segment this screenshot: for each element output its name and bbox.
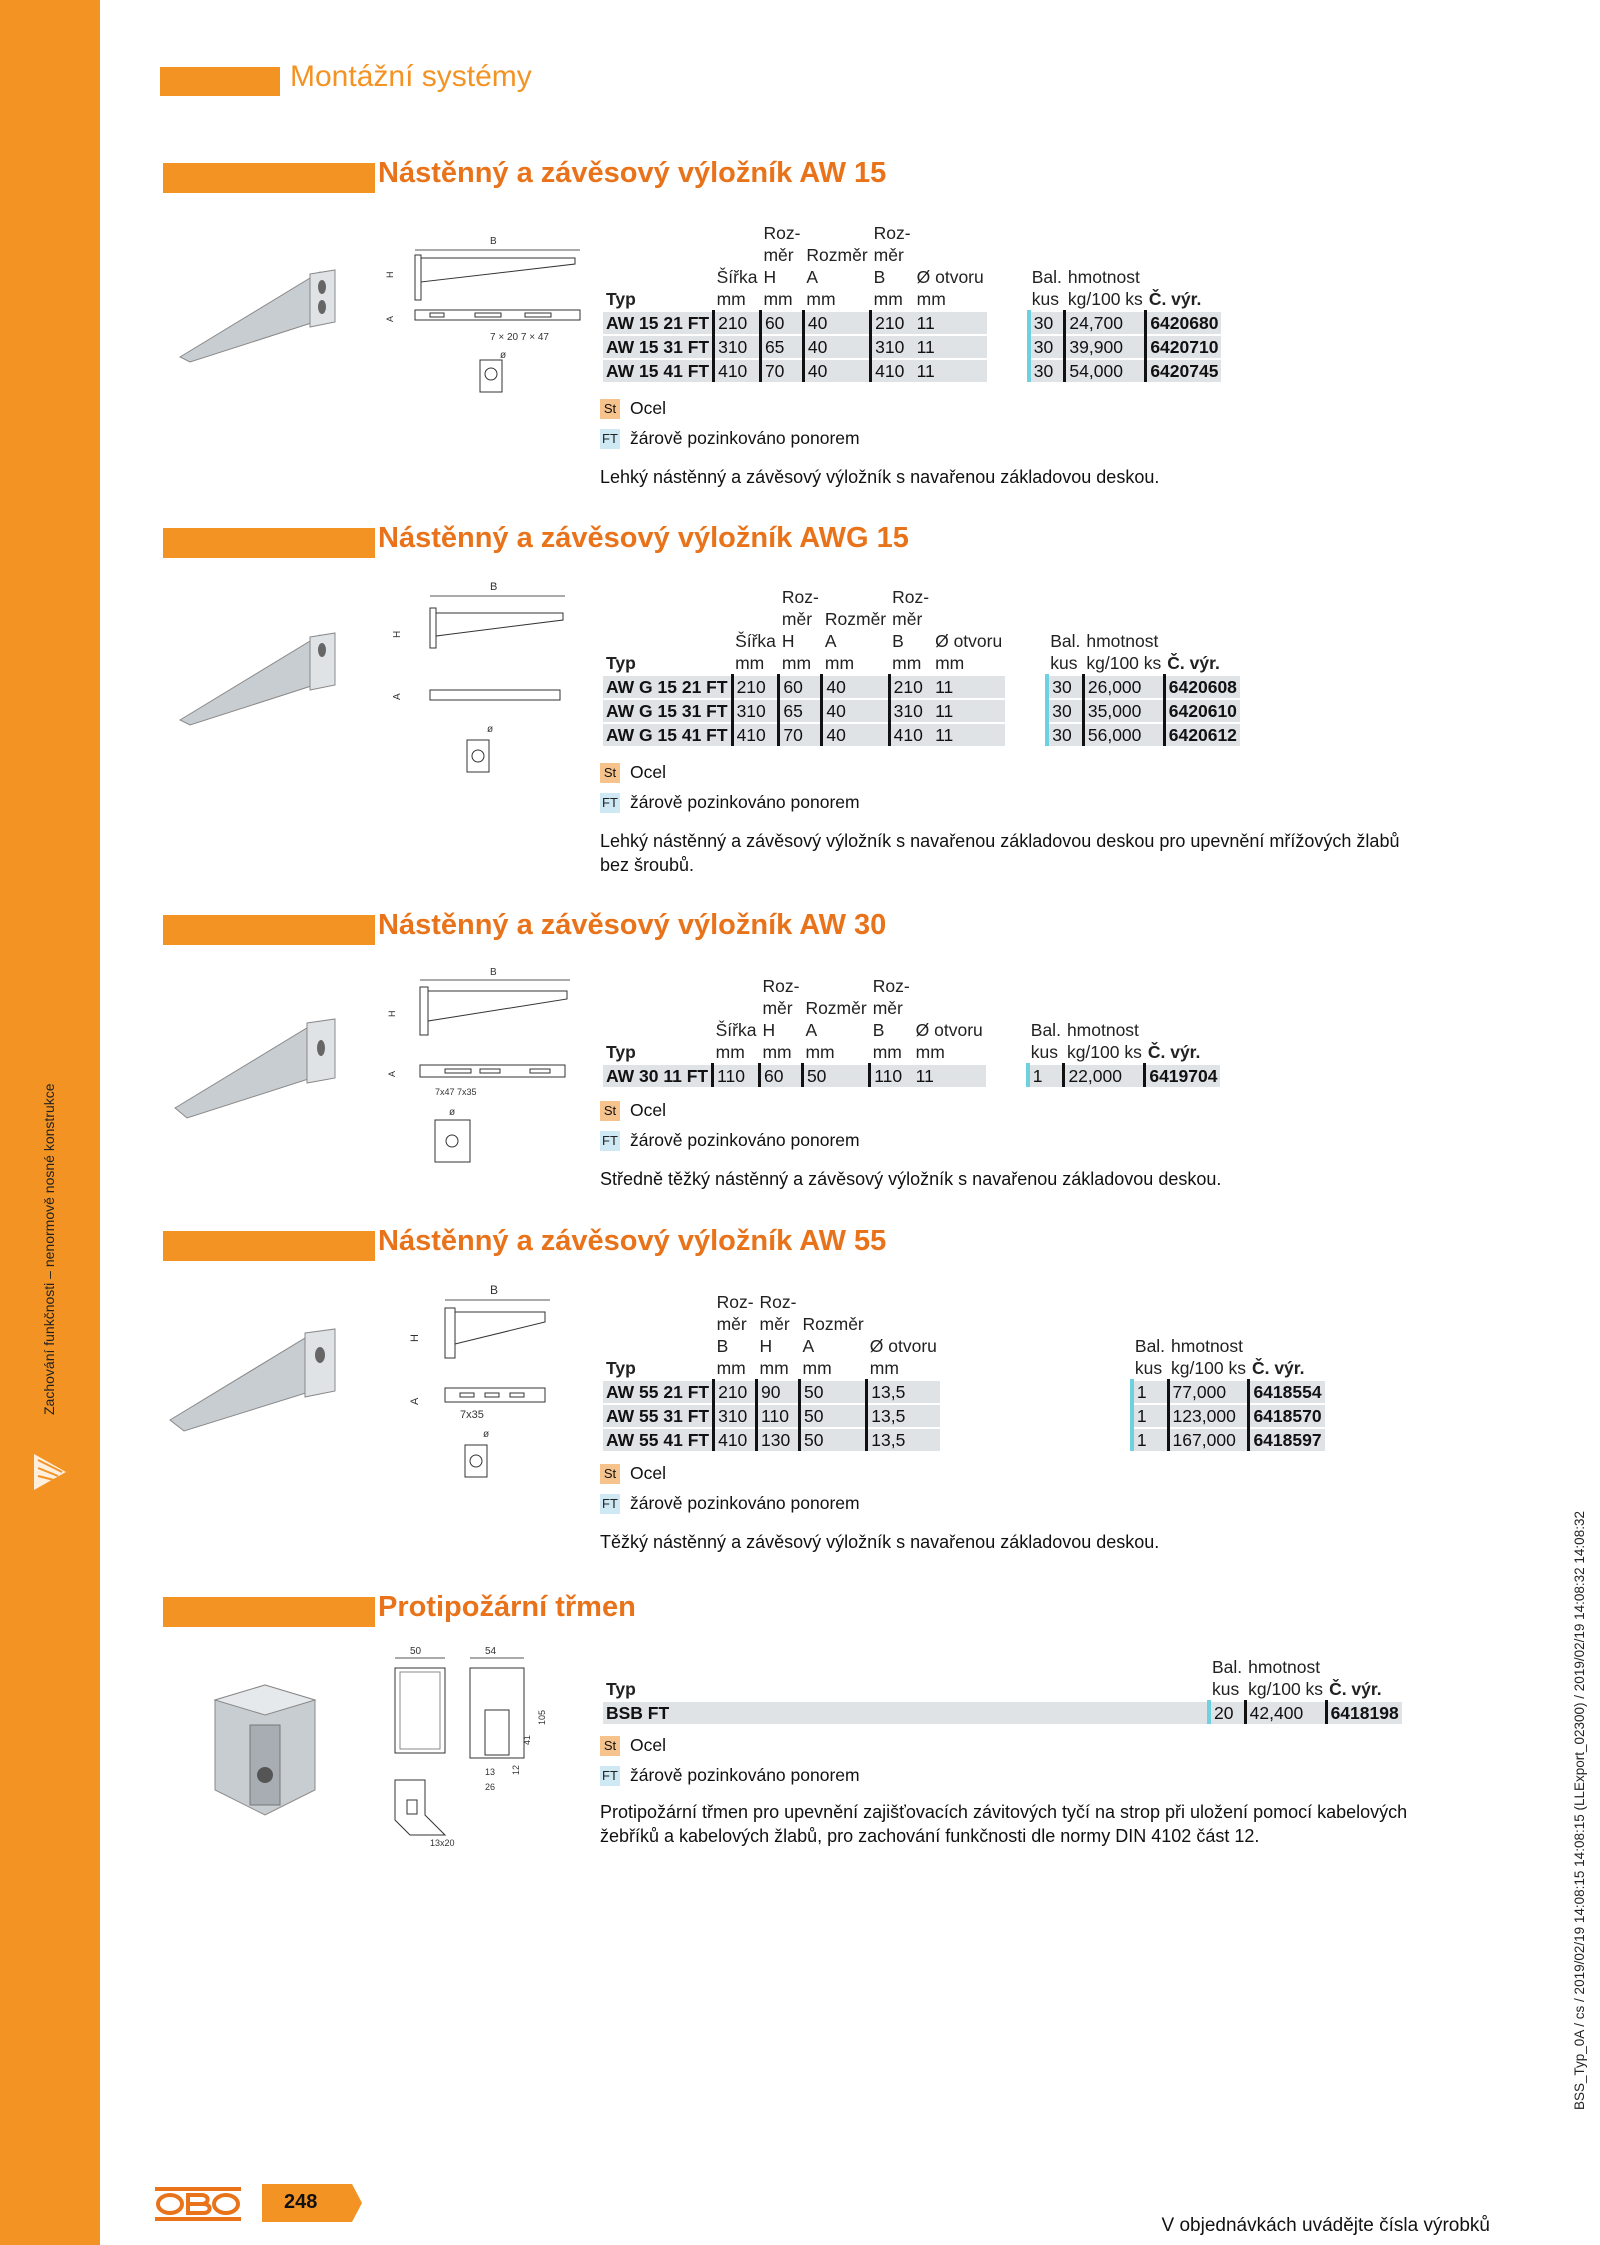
page-header-title: Montážní systémy xyxy=(290,60,532,93)
material-ft: FT žárově pozinkováno ponorem xyxy=(600,1493,860,1514)
material-st: St Ocel xyxy=(600,762,666,783)
svg-text:50: 50 xyxy=(410,1646,422,1657)
material-ft: FT žárově pozinkováno ponorem xyxy=(600,428,860,449)
table-row: AW 55 31 FT 310 110 50 13,5 1 123,000 6418570 xyxy=(603,1404,1325,1428)
section-description: Těžký nástěnný a závěsový výložník s navařenou základovou deskou. xyxy=(600,1532,1160,1552)
svg-text:A: A xyxy=(392,693,403,700)
svg-text:ø: ø xyxy=(487,724,494,735)
product-photo-awg15 xyxy=(170,625,340,735)
section-accent-tab xyxy=(163,528,375,558)
svg-text:54: 54 xyxy=(485,1646,497,1657)
table-row: AW 15 41 FT 410 70 40 410 11 30 54,000 6420745 xyxy=(603,359,1221,382)
svg-text:13: 13 xyxy=(485,1767,496,1777)
svg-text:ø: ø xyxy=(483,1429,490,1440)
table-row: AW 55 21 FT 210 90 50 13,5 1 77,000 6418554 xyxy=(603,1380,1325,1404)
material-st: St Ocel xyxy=(600,1463,666,1484)
dia-label: ø xyxy=(500,350,507,361)
technical-drawing-awg15 xyxy=(385,578,595,778)
dim-a-label: A xyxy=(385,315,395,322)
table-row: BSB FT 20 42,400 6418198 xyxy=(603,1701,1402,1724)
table-row: AW 55 41 FT 410 130 50 13,5 1 167,000 6418597 xyxy=(603,1428,1325,1451)
svg-text:12: 12 xyxy=(511,1764,521,1775)
svg-text:7x35: 7x35 xyxy=(460,1409,484,1421)
product-table-aw30: Roz- Roz- měr Rozměr měr Šířka H A B Ø otvoru Bal. hmotnost Typ mm mm mm mm mm kus kg/100 ks Č. výr. AW 30 11 FT 110 60 50 110 11 1 22,000 6419704 xyxy=(603,975,1220,1087)
svg-text:7x47 7x35: 7x47 7x35 xyxy=(435,1087,477,1097)
technical-drawing-bsb xyxy=(385,1640,575,1860)
table-row: AW G 15 41 FT 410 70 40 410 11 30 56,000 6420612 xyxy=(603,723,1240,746)
header-accent-tab xyxy=(160,67,280,96)
product-table-awg15: Roz- Roz- měr Rozměr měr Šířka H A B Ø otvoru Bal. hmotnost Typ mm mm mm mm mm kus kg/100 ks Č. výr. AW G 15 21 FT 210 60 40 210 11 30 26,000 6420608 AW G 15 31 FT 310 65 40 310 11 30 35,000 6420610 AW G 15 41 FT 410 70 40 410 11 30 56,000 6420612 xyxy=(603,586,1240,746)
product-photo-bsb xyxy=(205,1680,325,1820)
section-title: Nástěnný a závěsový výložník AW 15 xyxy=(378,157,887,189)
technical-drawing-aw15 xyxy=(385,230,595,405)
svg-text:26: 26 xyxy=(485,1782,496,1792)
material-st: St Ocel xyxy=(600,398,666,419)
svg-text:13x20: 13x20 xyxy=(430,1838,455,1848)
product-table-aw55: Roz- Roz- měr měr Rozměr B H A Ø otvoru Bal. hmotnost Typ mm mm mm mm kus kg/100 ks Č. výr. AW 55 21 FT 210 90 50 13,5 1 77,000 6418554 AW 55 31 FT 310 110 50 13,5 1 123,000 6418570 AW 55 41 FT 410 130 50 13,5 1 167,000 6418597 xyxy=(603,1291,1325,1451)
svg-text:ø: ø xyxy=(449,1107,456,1118)
product-table-aw15: Roz- Roz- měr Rozměr měr Šířka H A B Ø otvoru Bal. hmotnost Typ mm mm mm mm mm kus kg/100 ks Č. výr. AW 15 21 FT 210 60 40 210 11 30 24,700 6420680 AW 15 31 FT 310 65 40 310 11 30 39,900 6420710 AW 15 41 FT 410 70 40 410 11 30 54,000 6420745 xyxy=(603,222,1221,382)
svg-text:B: B xyxy=(490,581,498,593)
dim-b-label: B xyxy=(490,236,497,247)
svg-text:41: 41 xyxy=(522,1734,532,1745)
svg-text:H: H xyxy=(409,1334,421,1342)
svg-text:B: B xyxy=(490,967,497,978)
section-title: Nástěnný a závěsový výložník AW 55 xyxy=(378,1225,887,1257)
table-row: AW G 15 21 FT 210 60 40 210 11 30 26,000 6420608 xyxy=(603,675,1240,699)
sidebar-vertical-text: Zachování funkčnosti – nenormově nosné konstrukce xyxy=(41,1083,57,1415)
table-row: AW 30 11 FT 110 60 50 110 11 1 22,000 6419704 xyxy=(603,1064,1220,1087)
cable-tray-icon xyxy=(32,1450,68,1494)
svg-text:A: A xyxy=(409,1397,421,1405)
product-photo-aw55 xyxy=(160,1325,340,1435)
svg-text:B: B xyxy=(490,1283,499,1297)
section-accent-tab xyxy=(163,163,375,193)
svg-text:A: A xyxy=(387,1070,397,1077)
table-row: AW 15 31 FT 310 65 40 310 11 30 39,900 6420710 xyxy=(603,335,1221,359)
section-accent-tab xyxy=(163,1231,375,1261)
svg-text:H: H xyxy=(387,1010,397,1017)
table-row: AW G 15 31 FT 310 65 40 310 11 30 35,000 6420610 xyxy=(603,699,1240,723)
section-title: Nástěnný a závěsový výložník AW 30 xyxy=(378,909,887,941)
product-table-bsb: Bal. hmotnost Typ kus kg/100 ks Č. výr. BSB FT 20 42,400 6418198 xyxy=(603,1656,1402,1724)
table-row: AW 15 21 FT 210 60 40 210 11 30 24,700 6420680 xyxy=(603,311,1221,335)
section-accent-tab xyxy=(163,915,375,945)
technical-drawing-aw30 xyxy=(385,965,595,1165)
print-code: BSS_Typ_0A / cs / 2019/02/19 14:08:15 14:08:15 (LLExport_02300) / 2019/02/19 14:08:32 14:08:32 xyxy=(1572,1511,1587,2110)
material-ft: FT žárově pozinkováno ponorem xyxy=(600,1130,860,1151)
section-description: Protipožární třmen pro upevnění zajišťovacích závitových tyčí na strop při uložení pomocí kabelových žebříků a kabelových žlabů, pro zachování funkčnosti dle normy DIN 4102 část 12. xyxy=(600,1802,1408,1846)
section-description: Středně těžký nástěnný a závěsový výložník s navařenou základovou deskou. xyxy=(600,1169,1222,1189)
material-ft: FT žárově pozinkováno ponorem xyxy=(600,1765,860,1786)
svg-text:H: H xyxy=(392,630,403,638)
material-ft: FT žárově pozinkováno ponorem xyxy=(600,792,860,813)
section-title: Nástěnný a závěsový výložník AWG 15 xyxy=(378,522,909,554)
product-photo-aw15 xyxy=(170,262,340,372)
obo-logo xyxy=(155,2187,241,2221)
material-st: St Ocel xyxy=(600,1735,666,1756)
section-description: Lehký nástěnný a závěsový výložník s navařenou základovou deskou. xyxy=(600,467,1160,487)
material-st: St Ocel xyxy=(600,1100,666,1121)
slot-label: 7 × 20 7 × 47 xyxy=(490,332,549,343)
svg-text:105: 105 xyxy=(537,1709,547,1725)
section-title: Protipožární třmen xyxy=(378,1591,636,1623)
section-description: Lehký nástěnný a závěsový výložník s navařenou základovou deskou pro upevnění mřížových žlabů bez šroubů. xyxy=(600,831,1400,875)
product-photo-aw30 xyxy=(165,1013,340,1123)
page-number: 248 xyxy=(284,2191,318,2213)
footer-note: V objednávkách uvádějte čísla výrobků xyxy=(1161,2215,1490,2236)
section-accent-tab xyxy=(163,1597,375,1627)
technical-drawing-aw55 xyxy=(400,1280,580,1480)
dim-h-label: H xyxy=(385,271,395,278)
